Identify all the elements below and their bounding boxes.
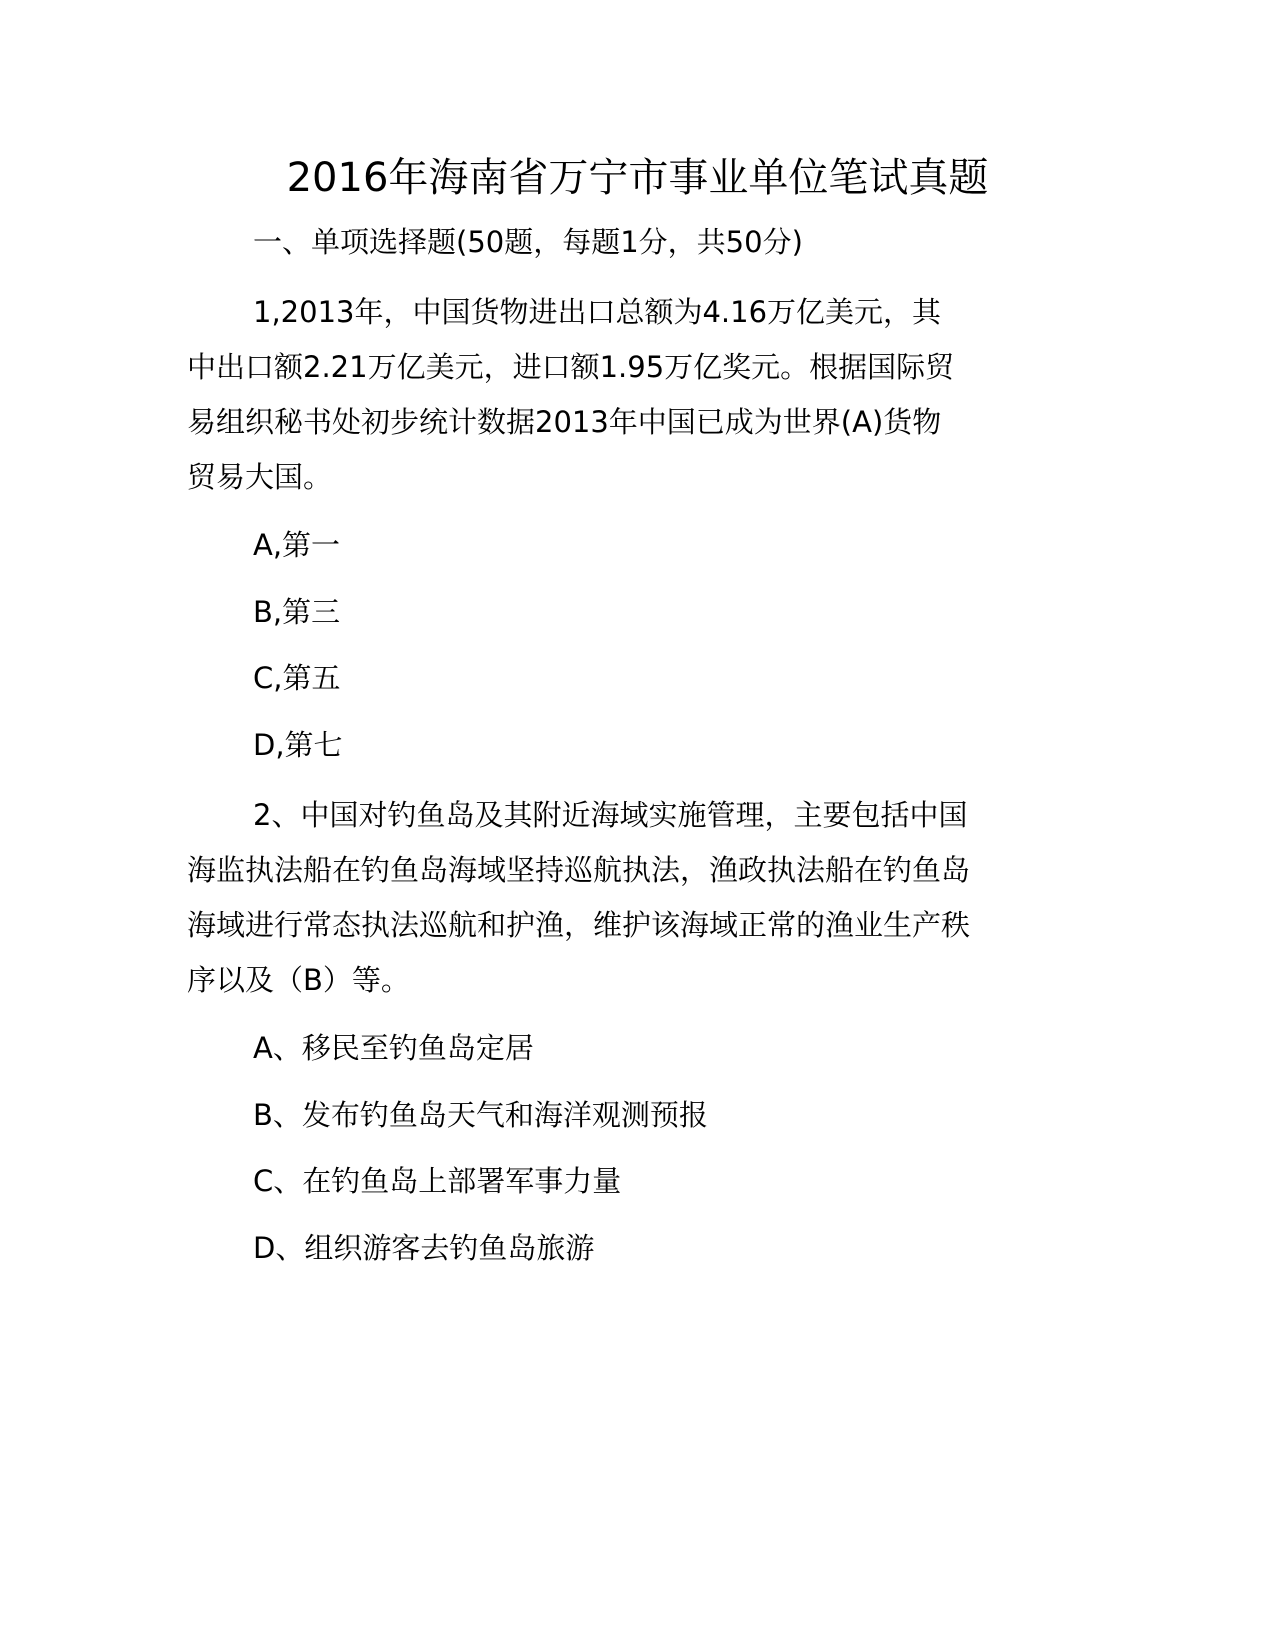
question-2-option-c: C、在钓鱼岛上部署军事力量 [253, 1164, 622, 1198]
question-1-option-c: C,第五 [253, 661, 341, 695]
question-1-option-a: A,第一 [253, 528, 341, 562]
question-2-option-a: A、移民至钓鱼岛定居 [253, 1031, 534, 1065]
question-2-option-b: B、发布钓鱼岛天气和海洋观测预报 [253, 1098, 708, 1132]
question-1-line-3: 易组织秘书处初步统计数据2013年中国已成为世界(A)货物 [187, 405, 942, 439]
question-2-option-d: D、组织游客去钓鱼岛旅游 [253, 1231, 595, 1265]
question-2-line-2: 海监执法船在钓鱼岛海域坚持巡航执法，渔政执法船在钓鱼岛 [187, 853, 971, 887]
question-1-option-b: B,第三 [253, 595, 341, 629]
section-heading: 一、单项选择题(50题，每题1分，共50分) [253, 225, 803, 259]
question-2-line-3: 海域进行常态执法巡航和护渔，维护该海域正常的渔业生产秩 [187, 908, 971, 942]
document-title: 2016年海南省万宁市事业单位笔试真题 [286, 155, 989, 201]
question-2-line-1: 2、中国对钓鱼岛及其附近海域实施管理，主要包括中国 [253, 798, 968, 832]
question-1-option-d: D,第七 [253, 728, 343, 762]
question-1-line-1: 1,2013年，中国货物进出口总额为4.16万亿美元，其 [253, 295, 942, 329]
question-2-line-4: 序以及（B）等。 [187, 963, 410, 997]
question-1-line-2: 中出口额2.21万亿美元，进口额1.95万亿奖元。根据国际贸 [187, 350, 955, 384]
question-1-line-4: 贸易大国。 [187, 460, 333, 494]
